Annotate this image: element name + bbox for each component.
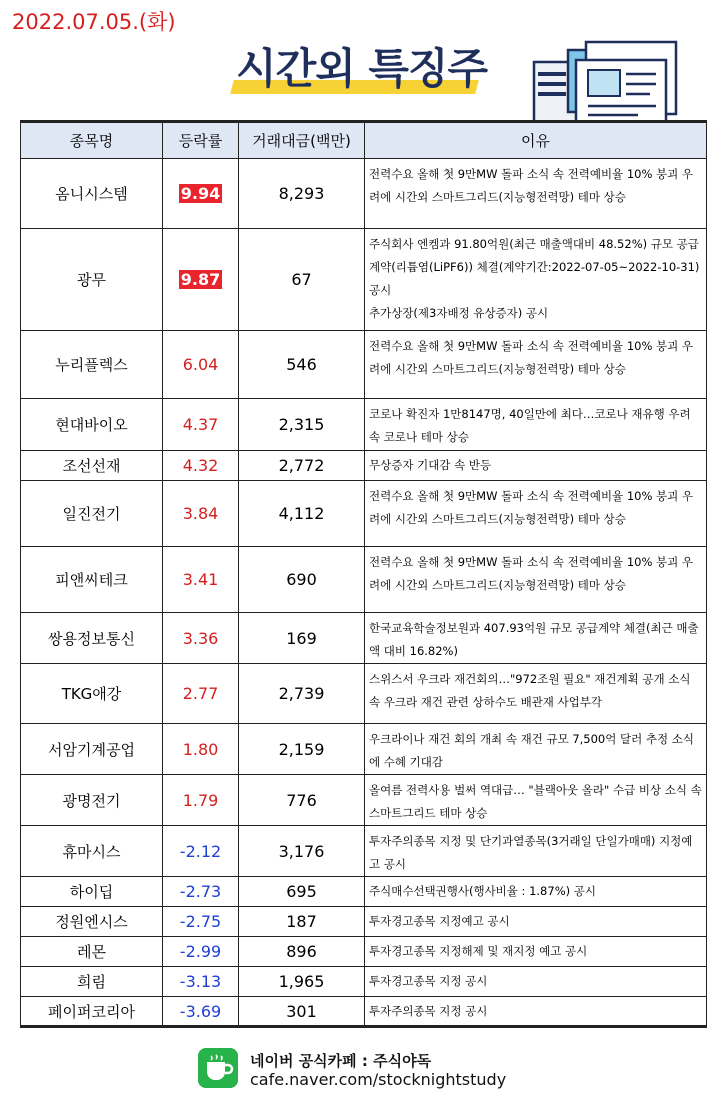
stock-amount: 4,112 xyxy=(239,481,365,547)
stock-reason: 전력수요 올해 첫 9만MW 돌파 소식 속 전력예비율 10% 붕괴 우려에 시간외 스마트그리드(지능형전력망) 테마 상승 xyxy=(365,159,707,229)
stock-change xyxy=(163,331,239,399)
stock-name: TKG애강 xyxy=(21,664,163,724)
stock-reason: 주식매수선택권행사(행사비율 : 1.87%) 공시 xyxy=(365,877,707,907)
change-value: 2.77 xyxy=(182,684,219,703)
stock-name: 누리플렉스 xyxy=(21,331,163,399)
coffee-cup-icon xyxy=(198,1048,238,1088)
table-row xyxy=(21,967,707,997)
stock-change xyxy=(163,724,239,775)
page-title: 시간외 특징주 xyxy=(236,44,488,93)
stock-change xyxy=(163,775,239,826)
stock-name: 서암기계공업 xyxy=(21,724,163,775)
table-row xyxy=(21,664,707,724)
stock-amount: 546 xyxy=(239,331,365,399)
change-value: 3.36 xyxy=(182,628,219,648)
stock-reason: 투자주의종목 지정 공시 xyxy=(365,997,707,1027)
stock-reason: 전력수요 올해 첫 9만MW 돌파 소식 속 전력예비율 10% 붕괴 우려에 시간외 스마트그리드(지능형전력망) 테마 상승 xyxy=(365,547,707,613)
stock-amount: 896 xyxy=(239,937,365,967)
table-row xyxy=(21,724,707,775)
table-row xyxy=(21,451,707,481)
stock-amount: 2,772 xyxy=(239,451,365,481)
stock-change xyxy=(163,399,239,451)
table-row xyxy=(21,159,707,229)
stock-reason: 한국교육학술정보원과 407.93억원 규모 공급계약 체결(최근 매출액 대비 16.82%) xyxy=(365,613,707,664)
change-value: 6.04 xyxy=(182,355,219,374)
stock-change xyxy=(163,997,239,1027)
table-row xyxy=(21,229,707,331)
stock-change xyxy=(163,229,239,331)
stock-amount: 776 xyxy=(239,775,365,826)
table-row xyxy=(21,997,707,1027)
stock-name: 쌍용정보통신 xyxy=(21,613,163,664)
header-name: 종목명 xyxy=(21,122,163,159)
stock-reason: 주식회사 엔켐과 91.80억원(최근 매출액대비 48.52%) 규모 공급계약(리튬염(LiPF6)) 체결(계약기간:2022-07-05~2022-10-31) 공시 추가상장(제3자배정 유상증자) 공시 xyxy=(365,229,707,331)
stock-reason: 스위스서 우크라 재건회의…"972조원 필요" 재건계획 공개 소식 속 우크라 재건 관련 상하수도 배관재 사업부각 xyxy=(365,664,707,724)
stock-name: 정원엔시스 xyxy=(21,907,163,937)
change-value: -2.99 xyxy=(179,942,222,961)
stock-name: 페이퍼코리아 xyxy=(21,997,163,1027)
footer-cafe-url[interactable]: cafe.naver.com/stocknightstudy xyxy=(250,1070,507,1089)
stock-name: 피앤씨테크 xyxy=(21,547,163,613)
change-value: 9.94 xyxy=(180,184,221,203)
change-value: -2.75 xyxy=(179,912,222,931)
stock-reason: 올여름 전력사용 벌써 역대급… "블랙아웃 올라" 수급 비상 소식 속 스마트그리드 테마 상승 xyxy=(365,775,707,826)
stock-name: 휴마시스 xyxy=(21,826,163,877)
stock-amount: 67 xyxy=(239,229,365,331)
stock-name: 광명전기 xyxy=(21,775,163,826)
stock-name: 일진전기 xyxy=(21,481,163,547)
stock-amount: 2,315 xyxy=(239,399,365,451)
change-value: 3.84 xyxy=(182,504,219,523)
change-value: 1.80 xyxy=(182,739,219,759)
stock-change xyxy=(163,967,239,997)
header-change: 등락률 xyxy=(163,122,239,159)
documents-icon xyxy=(528,40,688,126)
change-value: -2.73 xyxy=(179,882,222,901)
stock-amount: 8,293 xyxy=(239,159,365,229)
stock-reason: 투자경고종목 지정해제 및 재지정 예고 공시 xyxy=(365,937,707,967)
title-banner xyxy=(0,24,710,114)
stock-change xyxy=(163,877,239,907)
change-value: -2.12 xyxy=(179,841,222,861)
stock-change xyxy=(163,547,239,613)
stock-change xyxy=(163,907,239,937)
stock-amount: 301 xyxy=(239,997,365,1027)
stock-name: 하이딥 xyxy=(21,877,163,907)
table-row xyxy=(21,331,707,399)
table-row xyxy=(21,399,707,451)
stock-name: 희림 xyxy=(21,967,163,997)
change-value: 4.32 xyxy=(182,456,219,475)
stock-change xyxy=(163,451,239,481)
stock-amount: 1,965 xyxy=(239,967,365,997)
stock-reason: 전력수요 올해 첫 9만MW 돌파 소식 속 전력예비율 10% 붕괴 우려에 시간외 스마트그리드(지능형전력망) 테마 상승 xyxy=(365,331,707,399)
stock-amount: 169 xyxy=(239,613,365,664)
change-value: 3.41 xyxy=(182,570,219,589)
stock-amount: 690 xyxy=(239,547,365,613)
table-row xyxy=(21,547,707,613)
table-row xyxy=(21,775,707,826)
stock-reason: 전력수요 올해 첫 9만MW 돌파 소식 속 전력예비율 10% 붕괴 우려에 시간외 스마트그리드(지능형전력망) 테마 상승 xyxy=(365,481,707,547)
stock-name: 조선선재 xyxy=(21,451,163,481)
change-value: 4.37 xyxy=(182,415,219,434)
stock-change xyxy=(163,664,239,724)
change-value: -3.69 xyxy=(179,1001,222,1021)
stock-amount: 187 xyxy=(239,907,365,937)
stock-reason: 무상증자 기대감 속 반등 xyxy=(365,451,707,481)
change-value: -3.13 xyxy=(179,972,222,991)
stock-reason: 투자경고종목 지정 공시 xyxy=(365,967,707,997)
header-reason: 이유 xyxy=(365,122,707,159)
table-row xyxy=(21,613,707,664)
stock-change xyxy=(163,159,239,229)
stock-amount: 2,159 xyxy=(239,724,365,775)
stocks-table xyxy=(20,120,707,1028)
stock-name: 옴니시스템 xyxy=(21,159,163,229)
stock-amount: 695 xyxy=(239,877,365,907)
table-row xyxy=(21,937,707,967)
stock-amount: 2,739 xyxy=(239,664,365,724)
table-row xyxy=(21,877,707,907)
stock-reason: 투자주의종목 지정 및 단기과열종목(3거래일 단일가매매) 지정예고 공시 xyxy=(365,826,707,877)
header-amount: 거래대금(백만) xyxy=(239,122,365,159)
table-row xyxy=(21,481,707,547)
change-value: 9.87 xyxy=(180,270,221,289)
footer-cafe-name: 네이버 공식카페 : 주식야독 xyxy=(250,1052,432,1070)
stock-change xyxy=(163,481,239,547)
stock-reason: 우크라이나 재건 회의 개최 속 재건 규모 7,500억 달러 추정 소식에 수혜 기대감 xyxy=(365,724,707,775)
stock-name: 레몬 xyxy=(21,937,163,967)
stock-reason: 코로나 확진자 1만8147명, 40일만에 최다…코로나 재유행 우려 속 코로나 테마 상승 xyxy=(365,399,707,451)
table-header-row xyxy=(21,122,707,159)
stock-change xyxy=(163,613,239,664)
table-row xyxy=(21,907,707,937)
stock-change xyxy=(163,826,239,877)
report-date: 2022.07.05.(화) xyxy=(12,10,176,34)
stock-name: 현대바이오 xyxy=(21,399,163,451)
change-value: 1.79 xyxy=(182,790,219,810)
stock-reason: 투자경고종목 지정예고 공시 xyxy=(365,907,707,937)
stock-name: 광무 xyxy=(21,229,163,331)
table-row xyxy=(21,826,707,877)
stock-amount: 3,176 xyxy=(239,826,365,877)
stock-change xyxy=(163,937,239,967)
